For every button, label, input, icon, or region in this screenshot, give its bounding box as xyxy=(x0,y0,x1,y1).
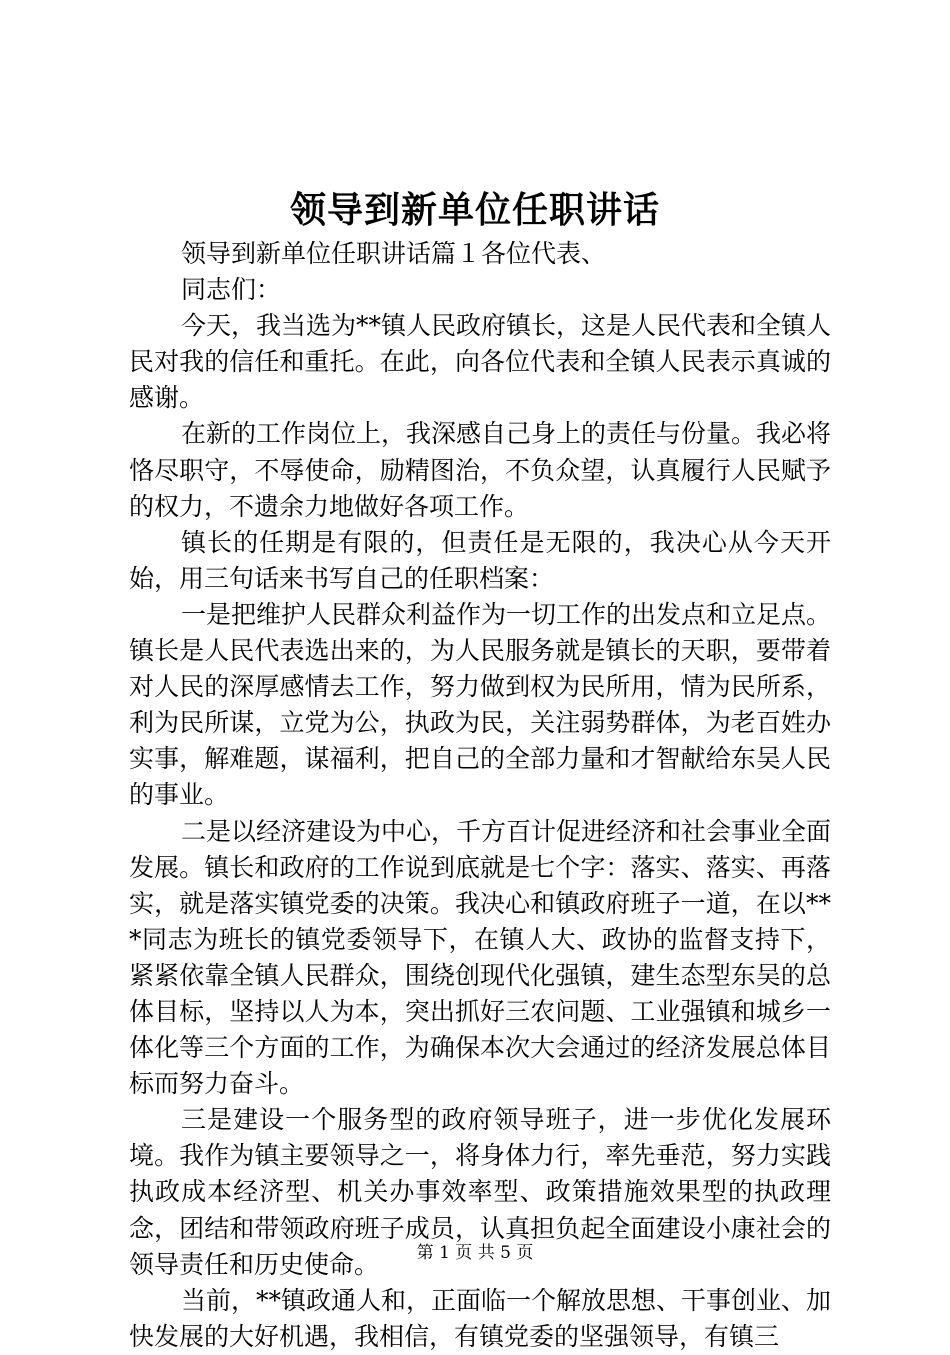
document-body xyxy=(129,236,831,1355)
document-title: 领导到新单位任职讲话 xyxy=(289,189,660,231)
page-number-footer: 第 1 页 共 5 页 xyxy=(416,1243,534,1263)
paragraph-point-one: 一是把维护人民群众利益作为一切工作的出发点和立足点。镇长是人民代表选出来的，为人民服务就是镇长的天职，要带着对人民的深厚感情去工作，努力做到权为民所用，情为民所系，利为民所谋，立党为公，执政为民，关注弱势群体，为老百姓办实事，解难题，谋福利，把自己的全部力量和才智献给东吴人民的事业。 xyxy=(129,599,832,810)
paragraph-point-three: 三是建设一个服务型的政府领导班子，进一步优化发展环境。我作为镇主要领导之一，将身体力行，率先垂范，努力实践执政成本经济型、机关办事效率型、政策措施效果型的执政理念，团结和带领政府班子成员，认真担负起全面建设小康社会的领导责任和历史使命。 xyxy=(129,1105,831,1279)
paragraph-current: 当前，**镇政通人和，正面临一个解放思想、干事创业、加快发展的大好机遇，我相信，有镇党委的坚强领导，有镇三 xyxy=(129,1285,832,1351)
paragraph-responsibility: 在新的工作岗位上，我深感自己身上的责任与份量。我必将恪尽职守，不辱使命，励精图治，不负众望，认真履行人民赋予的权力，不遗余力地做好各项工作。 xyxy=(129,419,832,521)
paragraph-thanks: 今天，我当选为**镇人民政府镇长，这是人民代表和全镇人民对我的信任和重托。在此，向各位代表和全镇人民表示真诚的感谢。 xyxy=(129,311,832,413)
paragraph-tenure: 镇长的任期是有限的，但责任是无限的，我决心从今天开始，用三句话来书写自己的任职档案： xyxy=(129,527,831,593)
paragraph-salutation: 同志们： xyxy=(181,275,282,305)
paragraph-point-two: 二是以经济建设为中心，千方百计促进经济和社会事业全面发展。镇长和政府的工作说到底就是七个字：落实、落实、再落实，就是落实镇党委的决策。我决心和镇政府班子一道，在以***同志为班长的镇党委领导下，在镇人大、政协的监督支持下，紧紧依靠全镇人民群众，围绕创现代化强镇，建生态型东吴的总体目标，坚持以人为本，突出抓好三农问题、工业强镇和城乡一体化等三个方面的工作，为确保本次大会通过的经济发展总体目标而努力奋斗。 xyxy=(129,816,832,1099)
paragraph-intro: 领导到新单位任职讲话篇１各位代表、 xyxy=(181,239,607,268)
